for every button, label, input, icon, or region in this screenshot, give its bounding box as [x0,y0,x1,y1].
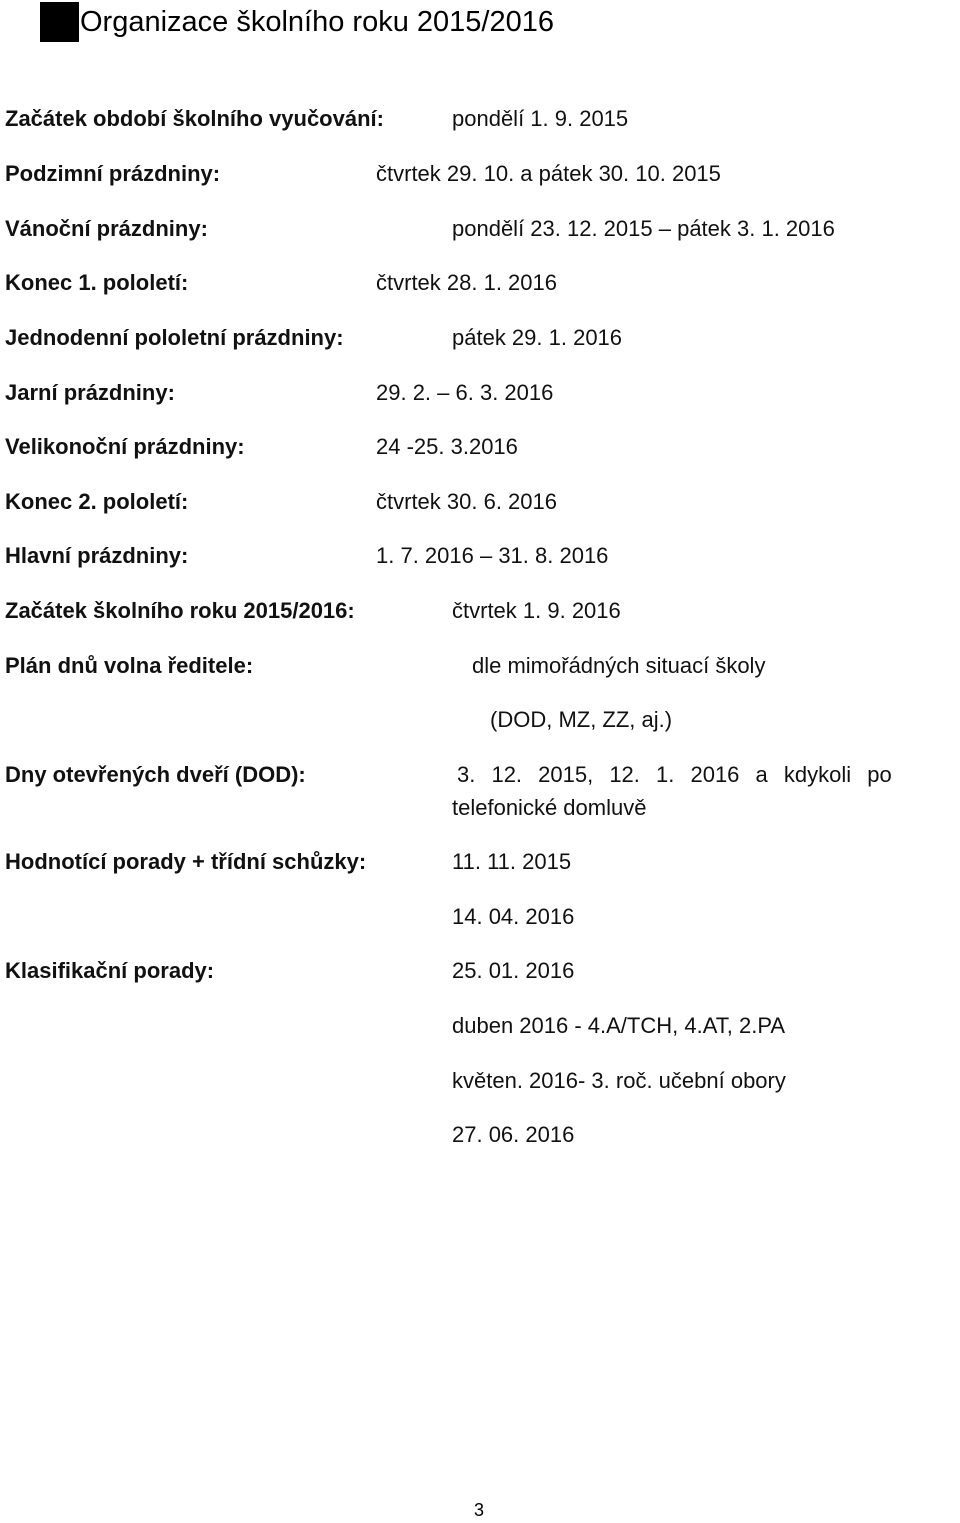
row-value-line2: (DOD, MZ, ZZ, aj.) [490,707,673,732]
row-value: 11. 11. 2015 [452,849,572,874]
black-square-marker [40,2,79,42]
row-value: pátek 29. 1. 2016 [452,325,623,350]
row-label: Hlavní prázdniny: [5,543,189,568]
row-value: čtvrtek 28. 1. 2016 [376,270,557,295]
row-label: Začátek školního roku 2015/2016: [5,598,355,623]
row-label: Jarní prázdniny: [5,380,175,405]
row-label: Klasifikační porady: [5,958,215,983]
row-value: 29. 2. – 6. 3. 2016 [376,380,554,405]
page-number: 3 [474,1500,485,1520]
row-value: čtvrtek 30. 6. 2016 [376,489,557,514]
row-label: Vánoční prázdniny: [5,216,208,241]
row-label: Jednodenní pololetní prázdniny: [5,325,344,350]
row-value: květen. 2016- 3. roč. učební obory [452,1068,786,1093]
row-value: 24 -25. 3.2016 [376,434,518,459]
row-value-line2: telefonické domluvě [452,795,647,820]
row-value: 14. 04. 2016 [452,904,575,929]
row-label: Konec 1. pololetí: [5,270,189,295]
row-label: Plán dnů volna ředitele: [5,653,254,678]
row-value: 3. 12. 2015, 12. 1. 2016 a kdykoli po [457,762,892,787]
page-title [0,2,554,42]
row-label: Konec 2. pololetí: [5,489,189,514]
row-value: dle mimořádných situací školy [472,653,766,678]
row-label: Začátek období školního vyučování: [5,106,384,131]
row-value: pondělí 1. 9. 2015 [452,106,629,131]
row-value: 27. 06. 2016 [452,1122,575,1147]
row-value: 1. 7. 2016 – 31. 8. 2016 [376,543,609,568]
page-title-text: Organizace školního roku 2015/2016 [80,5,554,38]
row-value: čtvrtek 1. 9. 2016 [452,598,621,623]
row-value: čtvrtek 29. 10. a pátek 30. 10. 2015 [376,161,721,186]
row-value: duben 2016 - 4.A/TCH, 4.AT, 2.PA [452,1013,786,1038]
row-label: Velikonoční prázdniny: [5,434,245,459]
row-label: Hodnotící porady + třídní schůzky: [5,849,367,874]
row-label: Dny otevřených dveří (DOD): [5,762,306,787]
row-label: Podzimní prázdniny: [5,161,221,186]
row-value: pondělí 23. 12. 2015 – pátek 3. 1. 2016 [452,216,835,241]
row-value: 25. 01. 2016 [452,958,575,983]
